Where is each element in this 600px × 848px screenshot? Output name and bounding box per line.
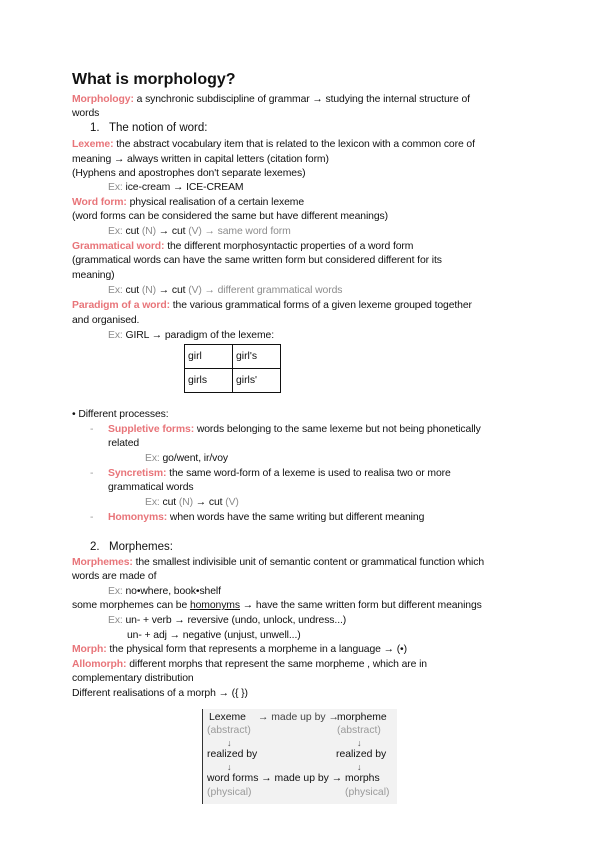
term-morphology: Morphology: [72, 94, 134, 105]
term-grammatical-word: Grammatical word: [72, 241, 165, 252]
wordform-example: Ex: cut (N) → cut (V) → same word form [108, 226, 291, 237]
term-homonyms: Homonyms: [108, 512, 168, 523]
lexeme-morpheme-diagram [202, 709, 397, 804]
diagram-realized-right: realized by [336, 749, 387, 760]
diagram-physical-left: (physical) [207, 787, 252, 798]
morphology-definition: Morphology: a synchronic subdiscipline of grammar → studying the internal structure of [72, 94, 470, 105]
suppletive-definition-cont: related [108, 438, 140, 449]
diagram-lexeme: Lexeme [209, 712, 246, 723]
paradigm-definition: Paradigm of a word: the various grammatical forms of a given lexeme grouped together [72, 300, 472, 311]
paradigm-example: Ex: GIRL → paradigm of the lexeme: [108, 330, 275, 341]
suppletive-example: Ex: go/went, ir/voy [145, 453, 228, 464]
allomorph-definition: Allomorph: different morphs that represent the same morpheme , which are in [72, 659, 427, 670]
gramword-note: (grammatical words can have the same written form but considered different for its [72, 255, 442, 266]
term-paradigm: Paradigm of a word: [72, 300, 170, 311]
lexeme-example: Ex: ice-cream → ICE-CREAM [108, 182, 244, 193]
page-title: What is morphology? [72, 71, 236, 88]
syncretism-example: Ex: cut (N) → cut (V) [145, 497, 239, 508]
gramword-example: Ex: cut (N) → cut (V) → different grammatical words [108, 285, 343, 296]
arrow-down-icon: ↓ [357, 738, 362, 748]
table-row [185, 345, 281, 369]
term-allomorph: Allomorph: [72, 659, 127, 670]
section-2-heading: Morphemes: [109, 541, 173, 553]
diagram-realized-left: realized by [207, 749, 258, 760]
diagram-abstract-left: (abstract) [207, 725, 251, 736]
table-cell: girls [185, 369, 233, 393]
syncretism-definition-cont: grammatical words [108, 482, 194, 493]
morph-definition: Morph: the physical form that represents a morpheme in a language → (•) [72, 644, 407, 655]
paradigm-table [184, 344, 281, 393]
morphemes-example-2: Ex: un- + verb → reversive (undo, unlock, undress...) [108, 615, 347, 626]
table-cell: girl [185, 345, 233, 369]
lexeme-note: (Hyphens and apostrophes don't separate lexemes) [72, 168, 306, 179]
homonyms-definition: Homonyms: when words have the same writing but different meaning [108, 512, 425, 523]
bullet-dash: - [90, 424, 94, 435]
term-lexeme: Lexeme: [72, 139, 114, 150]
syncretism-definition: Syncretism: the same word-form of a lexeme is used to realisa two or more [108, 468, 451, 479]
diagram-word-forms-line: word forms → made up by → morphs [207, 773, 380, 784]
table-cell: girls' [233, 369, 281, 393]
bullet-dash: - [90, 512, 94, 523]
diagram-physical-right: (physical) [345, 787, 390, 798]
arrow-down-icon: ↓ [357, 762, 362, 772]
morphemes-definition: Morphemes: the smallest indivisible unit of semantic content or grammatical function which [72, 557, 484, 568]
diagram-made-up-by-top: → made up by → [258, 712, 339, 723]
morphemes-example: Ex: no•where, book•shelf [108, 586, 221, 597]
paradigm-definition-cont: and organised. [72, 315, 140, 326]
morphology-definition-cont: words [72, 108, 100, 119]
allomorph-realisations: Different realisations of a morph → ({ }) [72, 688, 248, 699]
morphemes-example-3: un- + adj → negative (unjust, unwell...) [127, 630, 301, 641]
section-1-number: 1. [90, 122, 100, 134]
wordform-definition: Word form: physical realisation of a certain lexeme [72, 197, 305, 208]
gramword-note-cont: meaning) [72, 270, 115, 281]
diagram-abstract-right: (abstract) [337, 725, 381, 736]
term-syncretism: Syncretism: [108, 468, 167, 479]
table-cell: girl's [233, 345, 281, 369]
lexeme-definition: Lexeme: the abstract vocabulary item that is related to the lexicon with a common core of [72, 139, 475, 150]
lexeme-definition-cont: meaning → always written in capital letters (citation form) [72, 154, 329, 165]
diagram-morpheme: morpheme [337, 712, 387, 723]
allomorph-definition-cont: complementary distribution [72, 673, 194, 684]
section-2-number: 2. [90, 541, 100, 553]
arrow-down-icon: ↓ [227, 738, 232, 748]
morphemes-definition-cont: words are made of [72, 571, 157, 582]
table-row [185, 369, 281, 393]
suppletive-definition: Suppletive forms: words belonging to the same lexeme but not being phonetically [108, 424, 481, 435]
section-1-heading: The notion of word: [109, 122, 208, 134]
gramword-definition: Grammatical word: the different morphosyntactic properties of a word form [72, 241, 414, 252]
term-morph: Morph: [72, 644, 107, 655]
morphemes-homonyms-line: some morphemes can be homonyms → have the same written form but different meanings [72, 600, 482, 611]
wordform-note: (word forms can be considered the same but have different meanings) [72, 211, 388, 222]
arrow-down-icon: ↓ [227, 762, 232, 772]
term-suppletive: Suppletive forms: [108, 424, 195, 435]
processes-heading: • Different processes: [72, 409, 169, 420]
bullet-dash: - [90, 468, 94, 479]
term-word-form: Word form: [72, 197, 127, 208]
term-morphemes: Morphemes: [72, 557, 133, 568]
